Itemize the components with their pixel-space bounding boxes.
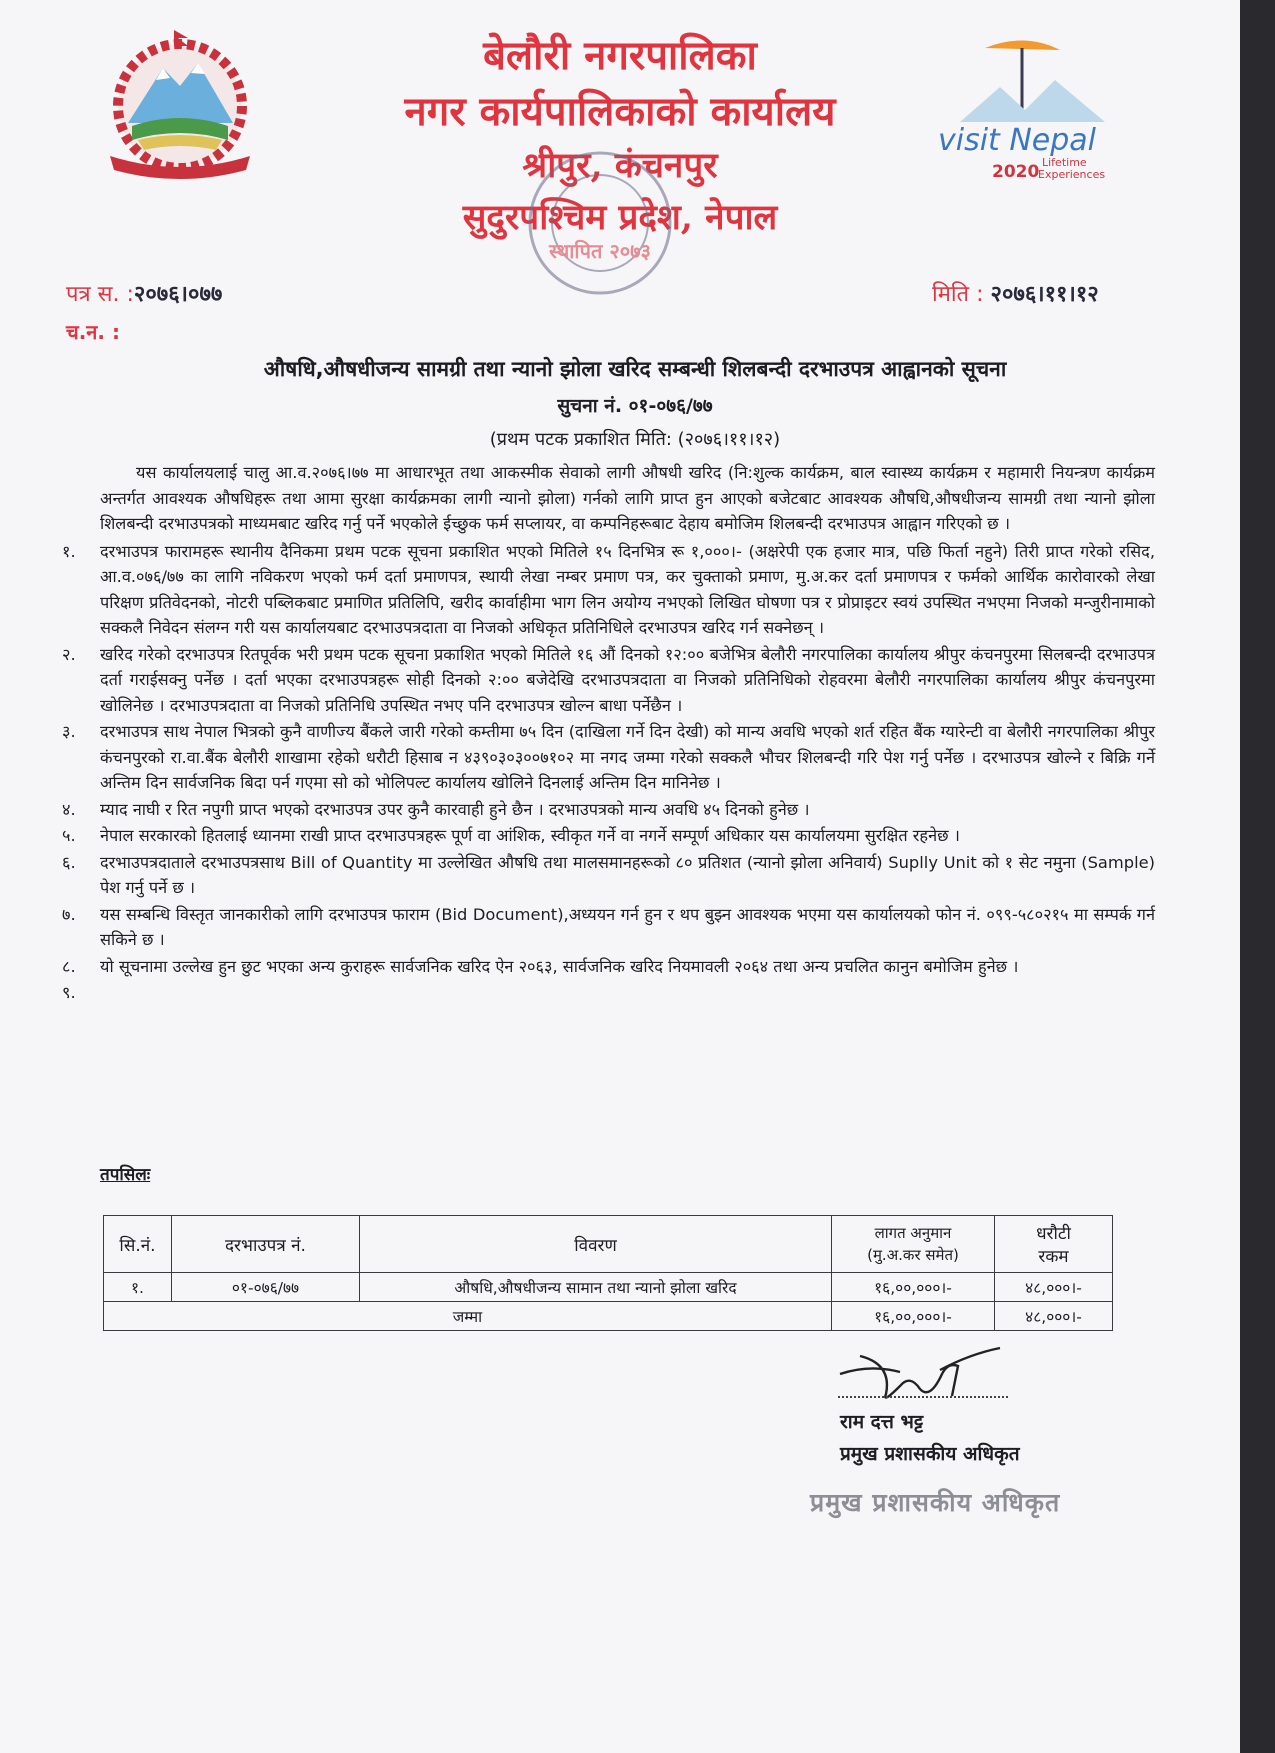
item-number: ७. [62, 904, 76, 924]
visit-nepal-text: visit Nepal [938, 123, 1097, 158]
item-text: दरभाउपत्र साथ नेपाल भित्रको कुनै वाणीज्य बैंकले जारी गरेको कम्तीमा ७५ दिन (दाखिला गर्ने दिन देखी) को मान्य अवधि भएको शर्त रहित बैंक ग्यारेन्टी वा बेलौरी नगरपालिका श्रीपुर कंचनपुरको रा.वा.बैंक बेलौरी शाखामा रहेको धरौटी हिसाब न ४३९०३०३००७१०२ मा नगद जम्मा गरेको सक्कलै भौचर शिलबन्दी गरि पेश गर्नु पर्नेछ । दरभाउपत्र खोल्ने र बिक्रि गर्ने अन्तिम दिन सार्वजनिक बिदा पर्न गएमा सो को भोलिपल्ट कार्यालय खोलिने दिनलाई अन्तिम दिन मानिनेछ । [100, 722, 1155, 792]
nepal-emblem-icon [88, 28, 273, 193]
total-cost: १६,००,०००।- [832, 1302, 995, 1331]
col-description: विवरण [360, 1216, 832, 1273]
item-number: २. [62, 644, 76, 664]
item-number: ४. [62, 799, 76, 819]
table-row [104, 1273, 1113, 1302]
deposit-sub: रकम [1038, 1247, 1069, 1267]
intro-paragraph: यस कार्यालयलाई चालु आ.व.२०७६।७७ मा आधारभूत तथा आकस्मीक सेवाको लागी औषधी खरिद (नि:शुल्क कार्यक्रम, बाल स्वास्थ्य कार्यक्रम र महामारी नियन्त्रण कार्यक्रम अन्तर्गत आवश्यक औषधिहरू तथा आमा सुरक्षा कार्यक्रमका लागी न्यानो झोला) गर्नको लागि प्राप्त हुन आएको बजेटबाट आवश्यक औषधि,औषधीजन्य सामग्री तथा न्यानो झोला शिलबन्दी दरभाउपत्रको माध्यमबाट खरिद गर्नु पर्ने भएकोले ईच्छुक फर्म सप्लायर, वा कम्पनिहरूबाट देहाय बमोजिम शिलबन्दी दरभाउपत्र आह्वान गरिएको छ । [100, 463, 1155, 533]
details-heading: तपसिलः [100, 1165, 151, 1185]
letter-date-label: मिति : [932, 282, 984, 307]
col-bid-number: दरभाउपत्र नं. [172, 1216, 360, 1273]
visit-nepal-logo-icon [930, 32, 1140, 182]
letter-number [66, 278, 222, 308]
office-province: सुदुरपश्चिम प्रदेश, नेपाल [462, 197, 778, 238]
item-number: ८. [62, 956, 76, 976]
deposit-label: धरौटी [1036, 1224, 1071, 1244]
signature-line [838, 1396, 1008, 1398]
col-cost-estimate [832, 1216, 995, 1273]
list-item [62, 980, 1155, 1005]
bid-details-table [103, 1215, 1113, 1331]
scan-edge [1240, 0, 1275, 1753]
item-number: ५. [62, 826, 76, 845]
letter-number-label: पत्र स. : [66, 282, 134, 307]
item-text: यो सूचनामा उल्लेख हुन छुट भएका अन्य कुराहरू सार्वजनिक खरिद ऐन २०६३, सार्वजनिक खरिद नियमावली २०६४ तथा अन्य प्रचलित कानुन बमोजिम हुनेछ । [100, 956, 1019, 976]
total-deposit: ४८,०००।- [995, 1302, 1113, 1331]
visit-nepal-tag1: Lifetime [1042, 156, 1087, 169]
item-number: १. [62, 541, 76, 561]
dispatch-number-label: च.न. : [66, 320, 120, 344]
item-number: ६. [62, 852, 76, 872]
established-text: स्थापित २०७३ [549, 239, 651, 263]
office-stamp-icon [515, 138, 685, 308]
list-item [62, 902, 1155, 953]
cost-estimate-label: लागत अनुमान [874, 1224, 952, 1242]
cell-cost: १६,००,०००।- [832, 1273, 995, 1302]
cost-estimate-sub: (मु.अ.कर समेत) [867, 1246, 959, 1264]
list-item [62, 719, 1155, 796]
item-text: नेपाल सरकारको हितलाई ध्यानमा राखी प्राप्त दरभाउपत्रहरू पूर्ण वा आंशिक, स्वीकृत गर्ने वा नगर्ने सम्पूर्ण अधिकार यस कार्यालयमा सुरक्षित रहनेछ । [100, 826, 960, 845]
notice-number: सुचना नं. ०१-०७६/७७ [557, 395, 713, 417]
publication-date: (प्रथम पटक प्रकाशित मिति: (२०७६।११।१२) [489, 429, 781, 450]
item-text: दरभाउपत्रदाताले दरभाउपत्रसाथ Bill of Quantity मा उल्लेखित औषधि तथा मालसमानहरूको ८० प्रतिशत (न्यानो झोला अनिवार्य) Suplly Unit को १ सेट नमुना (Sample) पेश गर्नु पर्ने छ । [100, 852, 1155, 897]
office-location: श्रीपुर, कंचनपुर [522, 145, 718, 186]
signatory-title: प्रमुख प्रशासकीय अधिकृत [840, 1443, 1020, 1465]
designation-stamp: प्रमुख प्रशासकीय अधिकृत [810, 1488, 1061, 1517]
office-name: नगर कार्यपालिकाको कार्यालय [404, 88, 836, 135]
col-deposit [995, 1216, 1113, 1273]
item-text: दरभाउपत्र फारामहरू स्थानीय दैनिकमा प्रथम पटक सूचना प्रकाशित भएको मितिले १५ दिनभित्र रू १,०००।- (अक्षरेपी एक हजार मात्र, पछि फिर्ता नहुने) तिरी प्राप्त गरेको रसिद, आ.व.०७६/७७ का लागि नविकरण भएको फर्म दर्ता प्रमाणपत्र, स्थायी लेखा नम्बर प्रमाण पत्र, कर चुक्ताको प्रमाण, मु.अ.कर दर्ता प्रमाणपत्र र फर्मको आर्थिक कारोवारको लेखा परिक्षण प्रतिवेदनको, नोटरी पब्लिकबाट प्रमाणित प्रतिलिपि, खरीद कार्वाहीमा भाग लिन अयोग्य नभएको लिखित घोषणा पत्र र प्रोप्राइटर स्वयं उपस्थित नभएमा निजको मन्जुरीनामाको सक्कलै निवेदन संलग्न गरी यस कार्यालयबाट दरभाउपत्रदाता वा निजको अधिकृत प्रतिनिधिले दरभाउपत्र खरिद गर्न सक्नेछन् । [100, 541, 1155, 637]
table-header-row [104, 1216, 1113, 1273]
municipality-name: बेलौरी नगरपालिका [483, 32, 757, 79]
item-number: ९. [62, 983, 76, 1002]
cell-deposit: ४८,०००।- [995, 1273, 1113, 1302]
cell-serial: १. [104, 1273, 172, 1302]
list-item [62, 539, 1155, 641]
list-item [62, 850, 1155, 901]
table-total-row [104, 1302, 1113, 1331]
visit-nepal-year: 2020 [992, 162, 1040, 182]
item-number: ३. [62, 722, 76, 741]
list-item [62, 954, 1155, 980]
cell-description: औषधि,औषधीजन्य सामान तथा न्यानो झोला खरिद [360, 1273, 832, 1302]
list-item [62, 797, 1155, 823]
cell-bid-number: ०१-०७६/७७ [172, 1273, 360, 1302]
signature-icon [830, 1334, 1020, 1412]
item-text: खरिद गरेको दरभाउपत्र रितपूर्वक भरी प्रथम पटक सूचना प्रकाशित भएको मितिले १६ औं दिनको १२:०० बजेभित्र बेलौरी नगरपालिका कार्यालय श्रीपुर कंचनपुरमा सिलबन्दी दरभाउपत्र दर्ता गराईसक्नु पर्नेछ । दर्ता भएका दरभाउपत्रहरू सोही दिनको २:०० बजेदेखि दरभाउपत्रदाता वा निजको प्रतिनिधिको रोहवरमा बेलौरी नगरपालिका कार्यालय श्रीपुर कंचनपुरमा खोलिनेछ । दरभाउपत्रदाता वा निजको प्रतिनिधि उपस्थित नभए पनि दरभाउपत्र खोल्न बाधा पर्नेछैन । [100, 644, 1155, 715]
list-item [62, 642, 1155, 719]
total-label: जम्मा [104, 1302, 832, 1331]
notice-title: औषधि,औषधीजन्य सामग्री तथा न्यानो झोला खरिद सम्बन्धी शिलबन्दी दरभाउपत्र आह्वानको सूचना [263, 357, 1007, 381]
letter-number-value: २०७६।०७७ [133, 282, 223, 307]
visit-nepal-tag2: Experiences [1038, 168, 1106, 181]
notice-body [62, 460, 1155, 1006]
item-text: यस सम्बन्धि विस्तृत जानकारीको लागि दरभाउपत्र फाराम (Bid Document),अध्ययन गर्न हुन र थप बुझ्न आवश्यक भएमा यस कार्यालयको फोन नं. ०९९-५८०२१५ मा सम्पर्क गर्न सकिने छ । [100, 904, 1155, 949]
letter-date [932, 278, 1099, 308]
letter-date-value: २०७६।११।१२ [990, 282, 1099, 307]
item-text: म्याद नाघी र रित नपुगी प्राप्त भएको दरभाउपत्र उपर कुनै कारवाही हुने छैन । दरभाउपत्रको मान्य अवधि ४५ दिनको हुनेछ । [100, 799, 810, 819]
signatory-name: राम दत्त भट्ट [840, 1411, 924, 1433]
col-serial: सि.नं. [104, 1216, 172, 1273]
list-item [62, 823, 1155, 849]
